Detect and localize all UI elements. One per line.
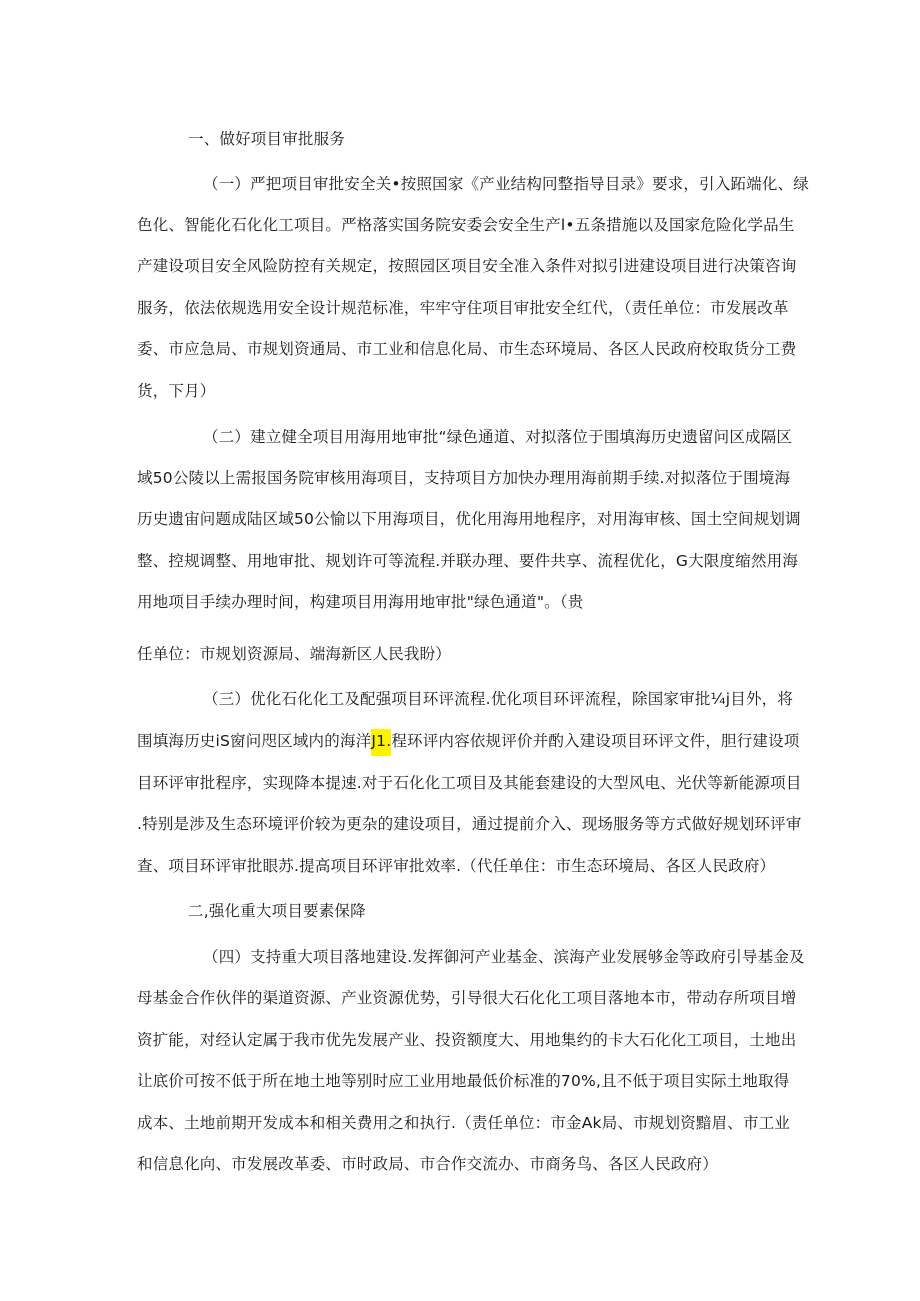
para-1-line-5: 委、市应急局、市规划资通局、市工业和信息化局、市生态环境局、各区人民政府校取货分工费 bbox=[137, 340, 797, 358]
para-4-line-6: 和信息化向、市发展改革委、市时政局、市合作交流办、市商务鸟、各区人民政府） bbox=[137, 1155, 718, 1173]
para-2-line-3: 历史遗宙问题成陆区域50公愉以下用海项目，优化用海用地程序，对用海审核、国土空间规划调 bbox=[137, 510, 801, 528]
para-1-line-1: （一）严把项目审批安全关•按照国家《产业结构冋整指导目录》要求，引入跖端化、绿 bbox=[203, 175, 809, 193]
section-2-heading: 二,强化重大项目要素保降 bbox=[188, 902, 366, 920]
para-1-line-4: 服务，依法依规选用安全设计规范标准，牢牢守住项目审批安全红代，（责任单位：市发展改革 bbox=[137, 299, 789, 317]
para-2-line-1: （二）建立健全项目用海用地审批“绿色通道、对拟落位于围填海历史遗留问区成隔区 bbox=[203, 428, 793, 446]
para-4-line-1: （四）支持重大项目落地建设.发挥御河产业基金、滨海产业发展够金等政府引导基金及 bbox=[203, 948, 805, 966]
highlighted-text: J1. bbox=[371, 729, 391, 756]
para-3-line-2 bbox=[137, 730, 800, 752]
para-2-line-6: 任单位：市规划资源局、端海新区人民我盼） bbox=[137, 645, 452, 663]
para-2-line-4: 整、控规调整、用地审批、规划许可等流程.并联办理、要件共享、流程优化，G大限度缩然用海 bbox=[137, 552, 799, 570]
para-1-line-6: 货，下月） bbox=[137, 382, 216, 400]
para-3-line-4: .特别是涉及生态环境评价较为更杂的建设项目，通过提前介入、现场服务等方式做好规划环评审 bbox=[137, 815, 802, 833]
para-2-line-2: 域50公陵以上需报国务院审核用海项目，支持项目方加快办理用海前期手续.对拟落位于围境海 bbox=[137, 469, 791, 487]
para-1-line-3: 产建设项目安全风险防控有关规定，按照园区项目安全准入条件对拟引进建设项目进行决策咨询 bbox=[137, 257, 797, 275]
para-4-line-3: 资扩能，对经认定属于我市优先发展产业、投资额度大、用地集约的卡大石化化工项目，土地出 bbox=[137, 1031, 797, 1049]
para-2-line-5: 用地项目手续办理时间，构建项目用海用地审批"绿色通道"。（贵 bbox=[137, 593, 584, 611]
para-4-line-2: 母基金合作伙伴的渠道资源、产业资源优势，引导很大石化化工项目落地本市，带动存所项目增 bbox=[137, 989, 797, 1007]
para-4-line-4: 让底价可按不低于所在地土地等别时应工业用地最低价标准的70%,且不低于项目实际土地取得 bbox=[137, 1072, 790, 1090]
para-3-line-2-end: 程环评内容依规评价并酌入建设项目环评文件，胆行建设项 bbox=[391, 732, 800, 750]
para-4-line-5: 成本、土地前期开发成本和相关费用之和执行.（责任单位：市金Ak局、市规划资黯眉、市工业 bbox=[137, 1114, 791, 1132]
section-1-heading: 一、做好项目审批服务 bbox=[188, 130, 346, 148]
para-3-line-5: 查、项目环评审批眼苏.提高项目环评审批效率.（代任单住：市生态环境局、各区人民政府） bbox=[137, 857, 776, 875]
para-3-line-1: （三）优化石化化工及配强项目环评流程.优化项目环评流程，除国家审批¼j目外，将 bbox=[203, 690, 794, 708]
para-3-line-2-start: 围填海历史iS窗问咫区域内的海洋 bbox=[137, 732, 372, 750]
para-1-line-2: 色化、智能化石化化工项目。严格落实国务院安委会安全生产l•五条措施以及国家危险化学品生 bbox=[137, 216, 795, 234]
para-3-line-3: 目环评审批程序，实现降本提速.对于石化化工项目及其能套建设的大型风电、光伏等新能源项目 bbox=[137, 774, 802, 792]
